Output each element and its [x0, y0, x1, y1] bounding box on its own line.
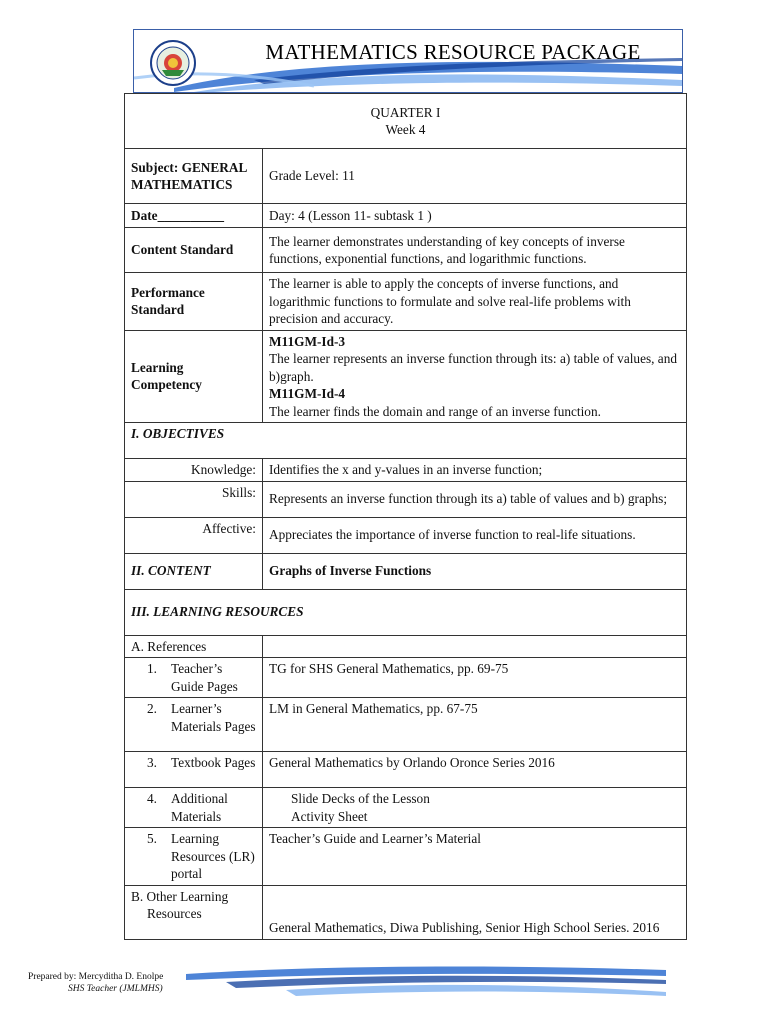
reference-item-text: Learner’s Materials Pages [171, 701, 256, 734]
reference-item-text: Additional Materials [171, 791, 228, 824]
reference-item-number: 2. [147, 701, 157, 716]
reference-item-number: 4. [147, 791, 157, 806]
date-label: Date__________ [125, 204, 263, 228]
additional-material-2: Activity Sheet [291, 808, 368, 824]
content-standard-label: Content Standard [125, 228, 263, 273]
knowledge-label: Knowledge: [125, 459, 263, 482]
learning-competency-label: Learning Competency [125, 330, 263, 423]
reference-item-label [125, 658, 263, 698]
reference-item-value: General Mathematics by Orlando Oronce Series 2016 [263, 752, 687, 788]
references-label: A. References [125, 635, 263, 658]
content-value: Graphs of Inverse Functions [263, 553, 687, 589]
competency-code-2: M11GM-Id-4 [269, 386, 346, 401]
day-label: Day: 4 (Lesson 11- subtask 1 ) [263, 204, 687, 228]
reference-item-value [263, 788, 687, 828]
teacher-role: SHS Teacher (JMLMHS) [68, 984, 163, 994]
reference-item-number: 1. [147, 661, 157, 676]
quarter-title: QUARTER I [370, 104, 441, 120]
subject-label: Subject: GENERAL MATHEMATICS [125, 149, 263, 204]
reference-item-label [125, 828, 263, 886]
content-standard-text: The learner demonstrates understanding of key concepts of inverse functions, exponential functions, and logarithmic functions. [263, 228, 687, 273]
reference-item-label [125, 788, 263, 828]
content-heading: II. CONTENT [125, 553, 263, 589]
reference-item-value: TG for SHS General Mathematics, pp. 69-75 [263, 658, 687, 698]
additional-material-1: Slide Decks of the Lesson [291, 791, 430, 806]
knowledge-text: Identifies the x and y-values in an inverse function; [263, 459, 687, 482]
reference-item-value: LM in General Mathematics, pp. 67-75 [263, 698, 687, 752]
affective-label: Affective: [125, 517, 263, 553]
reference-item-number: 5. [147, 831, 157, 846]
deped-seal-icon [150, 40, 196, 86]
reference-item-text: Teacher’s Guide Pages [171, 661, 238, 694]
reference-item-label [125, 698, 263, 752]
prepared-by: Prepared by: Mercyditha D. Enolpe [28, 972, 164, 982]
reference-item-label [125, 752, 263, 788]
competency-text-1: The learner represents an inverse function through its: a) table of values, and b)graph. [269, 351, 677, 384]
prepared-by-block [28, 971, 163, 995]
skills-text: Represents an inverse function through its a) table of values and b) graphs; [263, 481, 687, 517]
affective-text: Appreciates the importance of inverse function to real-life situations. [263, 517, 687, 553]
resources-heading: III. LEARNING RESOURCES [125, 589, 687, 635]
page-title: MATHEMATICS RESOURCE PACKAGE [265, 40, 641, 64]
other-resources-label [125, 885, 263, 939]
other-resources-text: B. Other Learning Resources [131, 888, 229, 921]
performance-standard-label: Performance Standard [125, 273, 263, 331]
competency-code-1: M11GM-Id-3 [269, 333, 346, 349]
header-banner [133, 29, 683, 93]
other-resources-value: General Mathematics, Diwa Publishing, Senior High School Series. 2016 [263, 885, 687, 939]
quarter-cell [125, 94, 687, 149]
references-empty-cell [263, 635, 687, 658]
week-label: Week 4 [385, 122, 426, 137]
learning-competency-cell [263, 330, 687, 423]
competency-text-2: The learner finds the domain and range of an inverse function. [269, 403, 601, 419]
reference-item-text: Learning Resources (LR) portal [171, 831, 255, 881]
objectives-heading: I. OBJECTIVES [125, 423, 687, 459]
skills-label: Skills: [125, 481, 263, 517]
reference-item-number: 3. [147, 755, 157, 770]
performance-standard-text: The learner is able to apply the concepts of inverse functions, and logarithmic functions to formulate and solve real-life problems with precision and accuracy. [263, 273, 687, 331]
footer-swoosh-decoration [186, 960, 666, 1010]
lesson-plan-table [124, 93, 687, 940]
reference-item-text: Textbook Pages [171, 755, 256, 770]
grade-level: Grade Level: 11 [263, 149, 687, 204]
reference-item-value: Teacher’s Guide and Learner’s Material [263, 828, 687, 886]
